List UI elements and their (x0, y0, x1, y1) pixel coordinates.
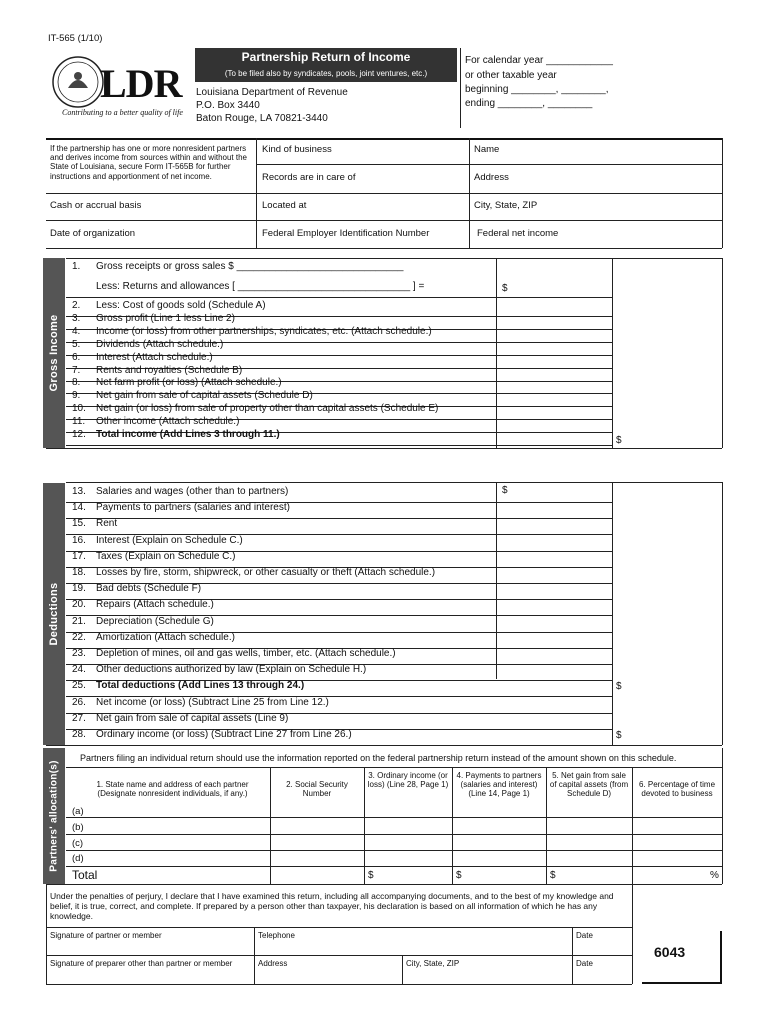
deductions-line-num: 23. (72, 648, 86, 659)
gross-income-line-text: Less: Cost of goods sold (Schedule A) (96, 300, 266, 311)
other-taxable-year: or other taxable year (465, 70, 557, 81)
deductions-line-num: 24. (72, 664, 86, 676)
deductions-line-num: 19. (72, 583, 86, 595)
deductions-line-text: Bad debts (Schedule F) (96, 583, 202, 595)
form-subtitle: (To be filed also by syndicates, pools, joint ventures, etc.) (195, 66, 457, 82)
partners-note: Partners filing an individual return should use the information reported on the federal partnership return instead of the amount shown on this schedule. (80, 753, 677, 763)
gross-income-line-text: Income (or loss) from other partnerships, syndicates, etc. (Attach schedule.) (96, 325, 432, 337)
line-12-dollar: $ (616, 435, 622, 446)
col-ssn: 2. Social Security Number (286, 780, 348, 799)
deductions-line-text: Taxes (Explain on Schedule C.) (96, 550, 236, 562)
deductions-line-text: Repairs (Attach schedule.) (96, 599, 214, 611)
records-care-of[interactable]: Records are in care of (262, 172, 356, 183)
gross-income-line-text: Rents and royalties (Schedule B) (96, 364, 243, 376)
gross-income-line-text: Gross profit (Line 1 less Line 2) (96, 312, 235, 324)
city-state-zip[interactable]: City, State, ZIP (474, 200, 538, 211)
preparer-csz[interactable]: City, State, ZIP (406, 959, 460, 968)
dept-city: Baton Rouge, LA 70821-3440 (196, 113, 328, 124)
gross-income-line-text: Net gain from sale of capital assets (Schedule D) (96, 390, 313, 402)
date-organization[interactable]: Date of organization (50, 228, 136, 239)
deductions-line-text: Interest (Explain on Schedule C.) (96, 534, 243, 546)
gross-income-line-num: 4. (72, 325, 81, 337)
col-partner-name: 1. State name and address of each partner (Designate nonresident individuals, if any.) (96, 780, 249, 799)
sig-preparer[interactable]: Signature of preparer other than partner or member (50, 959, 233, 968)
gross-income-line-num: 10. (72, 403, 86, 415)
form-number: 6043 (654, 944, 686, 960)
logo-text: LDR (100, 61, 182, 106)
total-col3-dollar: $ (368, 870, 374, 881)
gross-income-line-num: 5. (72, 338, 81, 350)
address-field[interactable]: Address (474, 172, 509, 183)
dept-box: P.O. Box 3440 (196, 100, 260, 111)
calendar-year[interactable]: For calendar year ____________ (465, 55, 613, 66)
preparer-address[interactable]: Address (258, 959, 288, 968)
partner-row-c[interactable]: (c) (72, 838, 84, 849)
deductions-line-text: Other deductions authorized by law (Explain on Schedule H.) (96, 664, 367, 676)
col-capital-gain: 5. Net gain from sale of capital assets (from Schedule D) (549, 771, 629, 799)
date-1[interactable]: Date (576, 931, 593, 940)
kind-of-business[interactable]: Kind of business (262, 144, 332, 155)
gross-income-line-text: Dividends (Attach schedule.) (96, 338, 224, 350)
line-25-dollar: $ (616, 681, 622, 692)
dept-name: Louisiana Department of Revenue (196, 87, 348, 98)
deductions-line-text: Rent (96, 518, 118, 530)
deductions-line-text: Depletion of mines, oil and gas wells, timber, etc. (Attach schedule.) (96, 648, 396, 659)
total-col5-dollar: $ (550, 870, 556, 881)
gross-income-line-text: Other income (Attach schedule.) (96, 416, 240, 428)
gross-income-line-num: 2. (72, 300, 81, 311)
gross-income-line-text: Interest (Attach schedule.) (96, 351, 213, 363)
located-at[interactable]: Located at (262, 200, 307, 211)
deductions-line-num: 18. (72, 567, 86, 578)
deductions-line-text: Losses by fire, storm, shipwreck, or other casualty or theft (Attach schedule.) (96, 567, 436, 578)
gross-income-line-text: Total income (Add Lines 3 through 11.) (96, 429, 280, 440)
gross-income-line-num: 12. (72, 429, 86, 440)
federal-net-income[interactable]: Federal net income (477, 228, 559, 239)
col-payments: 4. Payments to partners (salaries and interest) (Line 14, Page 1) (456, 771, 542, 799)
partner-row-d[interactable]: (d) (72, 853, 84, 864)
line-28-dollar: $ (616, 730, 622, 741)
gross-income-line-num: 9. (72, 390, 81, 402)
partner-row-a[interactable]: (a) (72, 806, 84, 817)
col-pct-time: 6. Percentage of time devoted to business (638, 780, 716, 799)
gross-income-line-num: 6. (72, 351, 81, 363)
deductions-line-text: Net gain from sale of capital assets (Line 9) (96, 712, 289, 724)
line-1-num: 1. (72, 261, 81, 272)
partners-sidebar: Partners' allocation(s) (43, 748, 65, 884)
deductions-line-text: Salaries and wages (other than to partners) (96, 486, 289, 497)
fein-field[interactable]: Federal Employer Identification Number (262, 228, 430, 239)
deductions-line-num: 28. (72, 729, 86, 740)
telephone[interactable]: Telephone (258, 931, 295, 940)
line-1-dollar: $ (502, 283, 508, 294)
deductions-line-num: 14. (72, 502, 86, 514)
deductions-line-num: 13. (72, 486, 86, 497)
deductions-line-num: 15. (72, 518, 86, 530)
deductions-sidebar: Deductions (43, 483, 65, 745)
total-col4-dollar: $ (456, 870, 462, 881)
deductions-line-num: 27. (72, 712, 86, 724)
col-ordinary-income: 3. Ordinary income (or loss) (Line 28, Page 1) (367, 771, 449, 790)
logo-tagline: Contributing to a better quality of life (62, 108, 183, 117)
gross-income-line-num: 8. (72, 377, 81, 389)
deductions-row-rule (66, 518, 612, 519)
returns-allowances[interactable]: Less: Returns and allowances [ _______________________________ ] = (96, 281, 425, 292)
partners-total: Total (72, 868, 98, 882)
deductions-line-text: Amortization (Attach schedule.) (96, 631, 235, 643)
perjury-statement: Under the penalties of perjury, I declare that I have examined this return, including all accompanying documents, and to the best of my knowledge and belief, it is true, correct, and complete. If prepared by a person other than taxpayer, his declaration is based on all information of which he has any knowledge. (50, 891, 614, 921)
gross-income-line-text: Net farm profit (or loss) (Attach schedule.) (96, 377, 282, 389)
gross-income-line-text: Net gain (or loss) from sale of property other than capital assets (Schedule E) (96, 403, 439, 415)
deductions-line-num: 20. (72, 599, 86, 611)
cash-accrual[interactable]: Cash or accrual basis (50, 200, 142, 211)
sig-partner[interactable]: Signature of partner or member (50, 931, 162, 940)
line-13-dollar: $ (502, 485, 508, 496)
gross-income-line-num: 7. (72, 364, 81, 376)
ldr-logo (50, 50, 190, 122)
form-title: Partnership Return of Income (195, 48, 457, 66)
deductions-line-text: Net income (or loss) (Subtract Line 25 from Line 12.) (96, 696, 329, 708)
deductions-line-text: Total deductions (Add Lines 13 through 24.) (96, 680, 305, 692)
gross-income-line-num: 11. (72, 416, 86, 428)
total-pct: % (710, 870, 719, 881)
date-2[interactable]: Date (576, 959, 593, 968)
deductions-line-num: 16. (72, 534, 86, 546)
gross-receipts[interactable]: Gross receipts or gross sales $ ______________________________ (96, 261, 404, 272)
deductions-line-text: Depreciation (Schedule G) (96, 615, 214, 627)
deductions-line-text: Ordinary income (or loss) (Subtract Line 27 from Line 26.) (96, 729, 352, 740)
form-id: IT-565 (1/10) (48, 33, 103, 44)
deductions-line-num: 25. (72, 680, 86, 692)
partner-row-b[interactable]: (b) (72, 822, 84, 833)
name-field[interactable]: Name (474, 144, 500, 155)
deductions-line-num: 26. (72, 696, 86, 708)
gross-income-line-num: 3. (72, 312, 81, 324)
deductions-line-num: 22. (72, 631, 86, 643)
gross-income-sidebar: Gross Income (43, 258, 65, 448)
deductions-line-num: 17. (72, 550, 86, 562)
beginning-date[interactable]: beginning ________, ________, (465, 84, 609, 95)
deductions-line-text: Payments to partners (salaries and interest) (96, 502, 290, 514)
deductions-line-num: 21. (72, 615, 86, 627)
nonresident-note: If the partnership has one or more nonresident partners and derives income from sources within and without the State of Louisiana, secure Form IT-565B for further instructions and apportionment of net income. (50, 144, 247, 181)
ending-date[interactable]: ending ________, ________ (465, 98, 593, 109)
gross-income-row-rule (66, 445, 612, 446)
